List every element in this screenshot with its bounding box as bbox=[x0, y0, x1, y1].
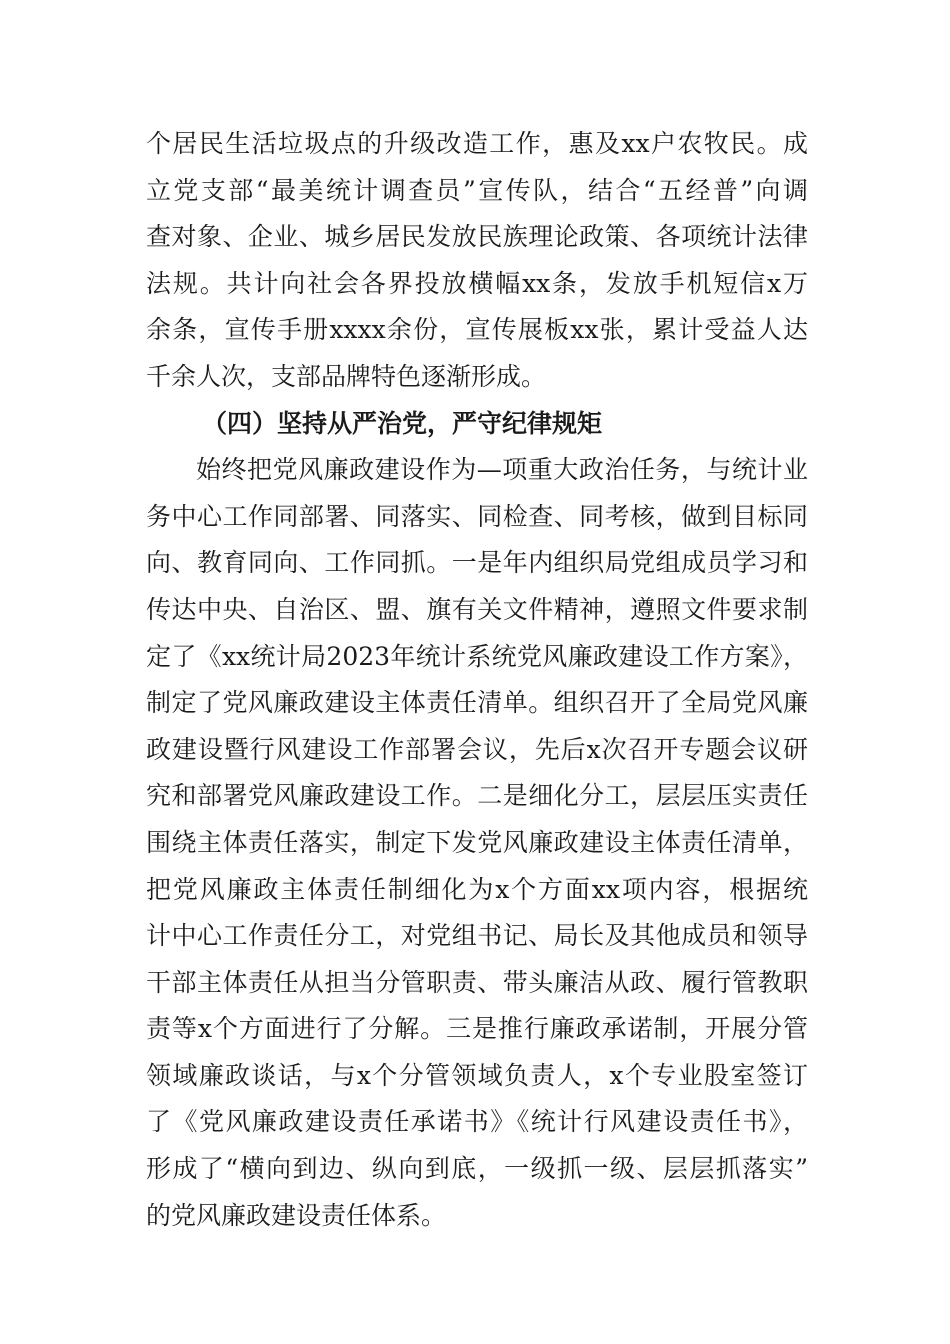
paragraph-line: 形成了“横向到边、纵向到底，一级抓一级、层层抓落实” bbox=[146, 1154, 808, 1184]
paragraph-line: 务中心工作同部署、同落实、同检查、同考核，做到目标同 bbox=[146, 501, 808, 531]
paragraph-line: 了《党风廉政建设责任承诺书》《统计行风建设责任书》， bbox=[146, 1107, 808, 1137]
paragraph-line: 向、教育同向、工作同抓。一是年内组织局党组成员学习和 bbox=[146, 548, 808, 578]
paragraph-line: 计中心工作责任分工，对党组书记、局长及其他成员和领导 bbox=[146, 921, 808, 951]
paragraph-line: 定了《xx统计局2023年统计系统党风廉政建设工作方案》， bbox=[146, 641, 808, 671]
paragraph-line: 法规。共计向社会各界投放横幅xx条，发放手机短信x万 bbox=[146, 268, 808, 298]
paragraph-line: 余条，宣传手册xxxx余份，宣传展板xx张，累计受益人达 bbox=[146, 315, 808, 345]
paragraph-line: 制定了党风廉政建设主体责任清单。组织召开了全局党风廉 bbox=[146, 688, 808, 718]
paragraph-line: 千余人次，支部品牌特色逐渐形成。 bbox=[146, 361, 547, 391]
paragraph-line: 始终把党风廉政建设作为—项重大政治任务，与统计业 bbox=[196, 455, 808, 485]
paragraph-line: 究和部署党风廉政建设工作。二是细化分工，层层压实责任 bbox=[146, 781, 808, 811]
paragraph-line: 围绕主体责任落实，制定下发党风廉政建设主体责任清单， bbox=[146, 827, 808, 857]
paragraph-line: 责等x个方面进行了分解。三是推行廉政承诺制，开展分管 bbox=[146, 1014, 808, 1044]
paragraph-line: 领域廉政谈话，与x个分管领域负责人，x个专业股室签订 bbox=[146, 1060, 808, 1090]
paragraph-line: 查对象、企业、城乡居民发放民族理论政策、各项统计法律 bbox=[146, 222, 808, 252]
paragraph-line: 个居民生活垃圾点的升级改造工作，惠及xx户农牧民。成 bbox=[146, 129, 808, 158]
section-heading: （四）坚持从严治党，严守纪律规矩 bbox=[202, 408, 603, 438]
paragraph-line: 把党风廉政主体责任制细化为x个方面xx项内容，根据统 bbox=[146, 874, 808, 904]
paragraph-line: 政建设暨行风建设工作部署会议，先后x次召开专题会议研 bbox=[146, 734, 808, 764]
paragraph-line: 干部主体责任从担当分管职责、带头廉洁从政、履行管教职 bbox=[146, 967, 808, 997]
paragraph-line: 传达中央、自治区、盟、旗有关文件精神，遵照文件要求制 bbox=[146, 594, 808, 624]
paragraph-line: 的党风廉政建设责任体系。 bbox=[146, 1200, 447, 1230]
paragraph-line: 立党支部“最美统计调查员”宣传队，结合“五经普”向调 bbox=[146, 175, 808, 205]
body-text bbox=[146, 121, 808, 1239]
